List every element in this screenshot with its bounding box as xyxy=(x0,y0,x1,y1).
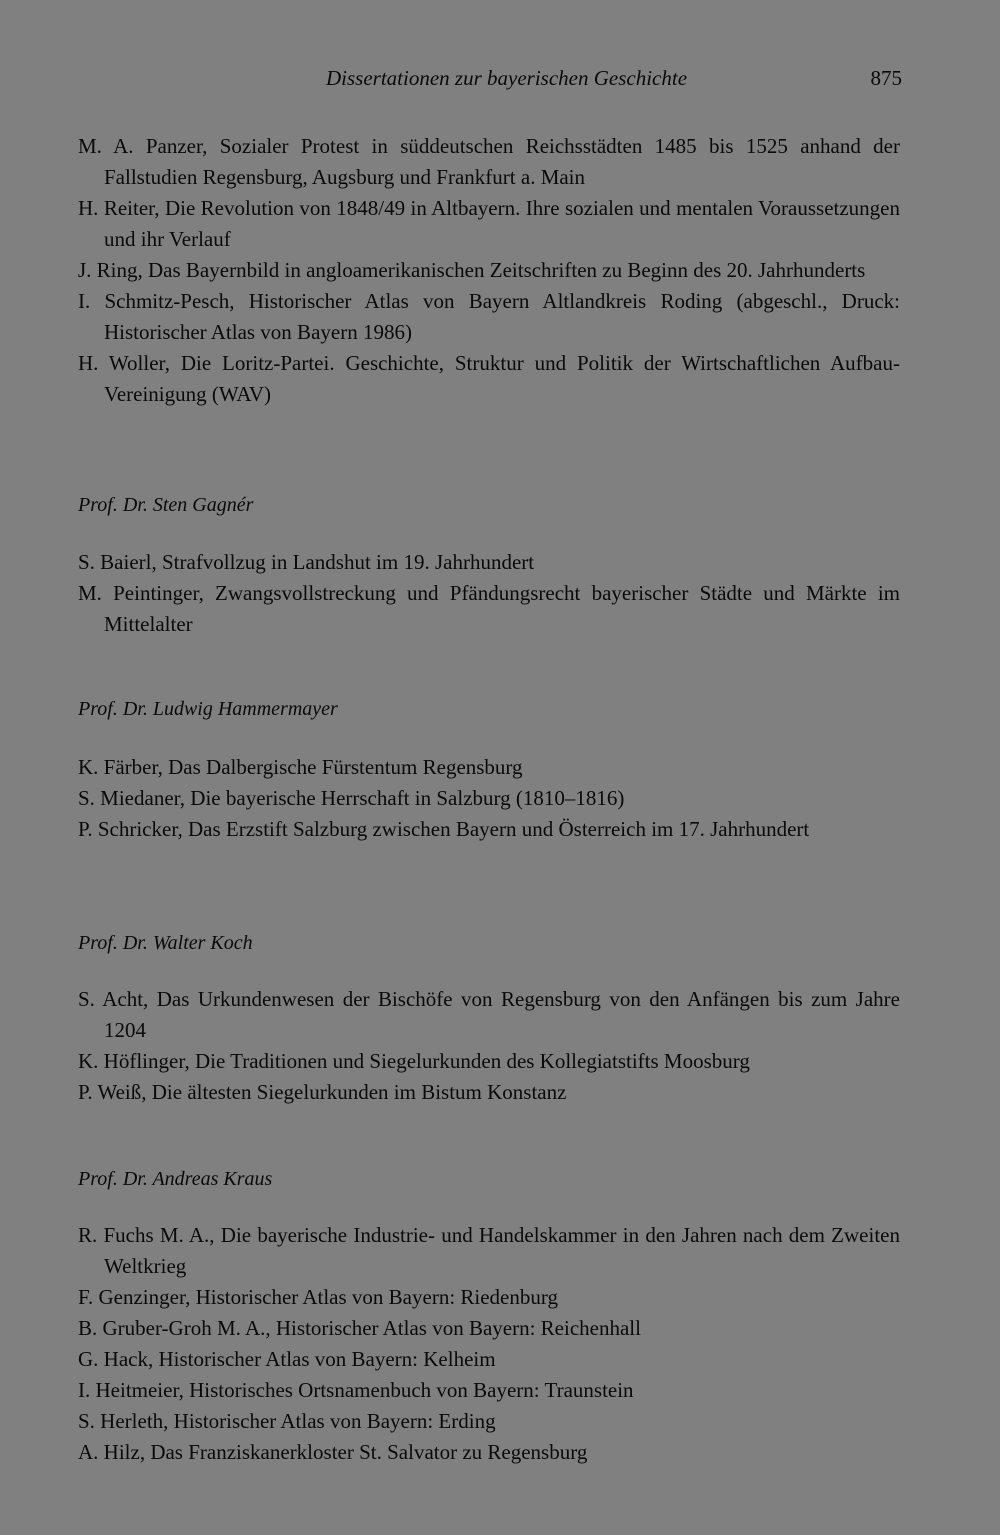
running-header xyxy=(78,66,902,96)
section-heading-kraus: Prof. Dr. Andreas Kraus xyxy=(78,1168,273,1190)
list-item: S. Herleth, Historischer Atlas von Bayern: Erding xyxy=(78,1409,496,1433)
list-item: A. Hilz, Das Franziskanerkloster St. Salvator zu Regensburg xyxy=(78,1440,588,1464)
list-item: M. Peintinger, Zwangsvollstreckung und Pfändungsrecht bayerischer Städte und Märkte im Mittelalter xyxy=(78,581,900,636)
section-heading-koch: Prof. Dr. Walter Koch xyxy=(78,932,253,954)
list-item: R. Fuchs M. A., Die bayerische Industrie- und Handelskammer in den Jahren nach dem Zweiten Weltkrieg xyxy=(78,1223,900,1278)
entry-list-5 xyxy=(78,1220,900,1468)
list-item: F. Genzinger, Historischer Atlas von Bayern: Riedenburg xyxy=(78,1285,558,1309)
list-item: G. Hack, Historischer Atlas von Bayern: Kelheim xyxy=(78,1347,496,1371)
list-item: M. A. Panzer, Sozialer Protest in süddeutschen Reichsstädten 1485 bis 1525 anhand der Fallstudien Regensburg, Augsburg und Frankfurt a. Main xyxy=(78,134,900,189)
list-item: K. Färber, Das Dalbergische Fürstentum Regensburg xyxy=(78,755,523,779)
section-heading-gagner: Prof. Dr. Sten Gagnér xyxy=(78,494,254,516)
list-item: I. Schmitz-Pesch, Historischer Atlas von Bayern Altlandkreis Roding (abgeschl., Druck: Historischer Atlas von Bayern 1986) xyxy=(78,289,900,344)
entry-list-2 xyxy=(78,547,900,640)
entry-list-1 xyxy=(78,131,900,410)
section-heading-hammermayer: Prof. Dr. Ludwig Hammermayer xyxy=(78,698,338,720)
list-item: K. Höflinger, Die Traditionen und Siegelurkunden des Kollegiatstifts Moosburg xyxy=(78,1049,750,1073)
list-item: H. Reiter, Die Revolution von 1848/49 in Altbayern. Ihre sozialen und mentalen Voraussetzungen und ihr Verlauf xyxy=(78,196,900,251)
list-item: P. Schricker, Das Erzstift Salzburg zwischen Bayern und Österreich im 17. Jahrhundert xyxy=(78,817,810,841)
list-item: B. Gruber-Groh M. A., Historischer Atlas von Bayern: Reichenhall xyxy=(78,1316,641,1340)
list-item: I. Heitmeier, Historisches Ortsnamenbuch von Bayern: Traunstein xyxy=(78,1378,634,1402)
list-item: J. Ring, Das Bayernbild in angloamerikanischen Zeitschriften zu Beginn des 20. Jahrhunderts xyxy=(78,258,866,282)
list-item: P. Weiß, Die ältesten Siegelurkunden im Bistum Konstanz xyxy=(78,1080,567,1104)
entry-list-4 xyxy=(78,984,900,1108)
list-item: S. Baierl, Strafvollzug in Landshut im 19. Jahrhundert xyxy=(78,550,535,574)
list-item: H. Woller, Die Loritz-Partei. Geschichte, Struktur und Politik der Wirtschaftlichen Aufbau-Vereinigung (WAV) xyxy=(78,351,900,406)
list-item: S. Acht, Das Urkundenwesen der Bischöfe von Regensburg von den Anfängen bis zum Jahre 1204 xyxy=(78,987,900,1042)
list-item: S. Miedaner, Die bayerische Herrschaft in Salzburg (1810–1816) xyxy=(78,786,625,810)
running-title: Dissertationen zur bayerischen Geschichte xyxy=(326,66,688,90)
entry-list-3 xyxy=(78,752,900,845)
page-number: 875 xyxy=(870,66,902,90)
